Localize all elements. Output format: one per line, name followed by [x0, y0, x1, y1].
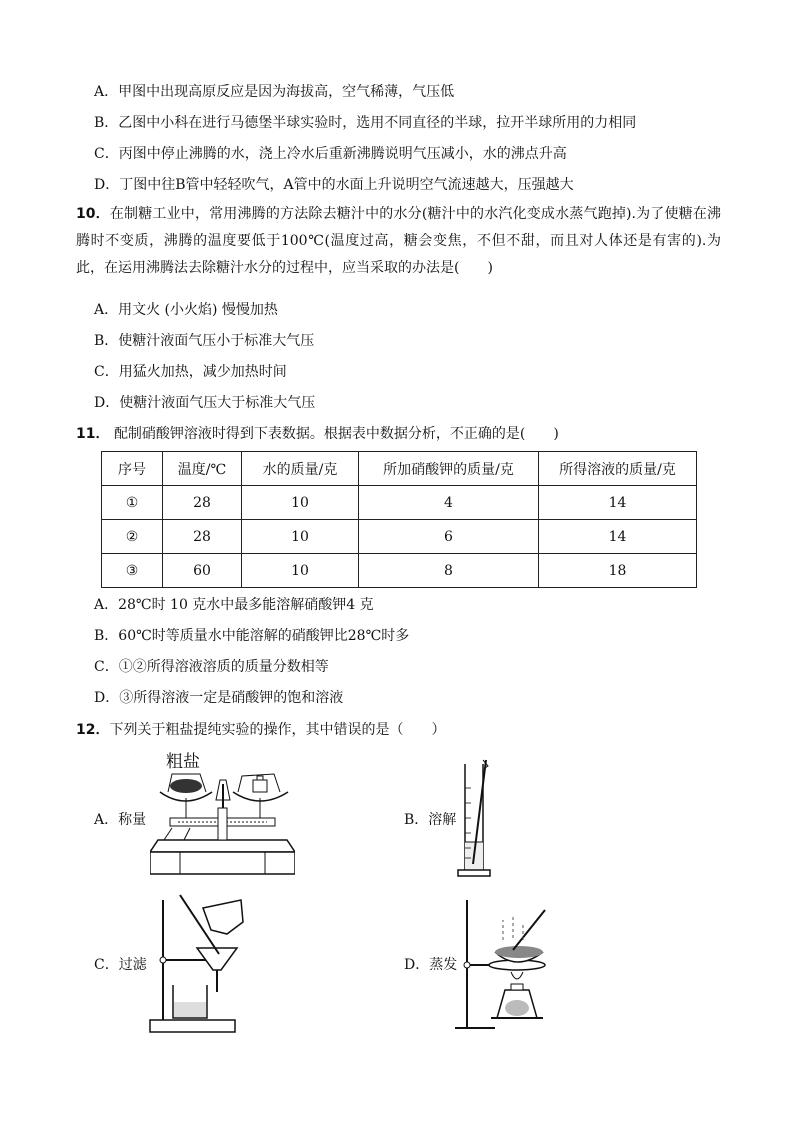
q11-number: 11．: [76, 426, 110, 442]
q10-option-d: D．使糖汁液面气压大于标准大气压: [94, 395, 316, 411]
table-cell: 6: [359, 520, 539, 554]
q9-option-a: A．甲图中出现高原反应是因为海拔高，空气稀薄，气压低: [94, 84, 455, 100]
table-cell: 4: [359, 486, 539, 520]
q10-stem-text: 在制糖工业中，常用沸腾的方法除去糖汁中的水分(糖汁中的水汽化变成水蒸气跑掉).为了使糖在沸腾时不变质，沸腾的温度要低于100℃(温度过高，糖会变焦，不但不甜，而且对人体还是有害的).为此，在运用沸腾法去除糖汁水分的过程中，应当采取的办法是( ): [76, 206, 722, 276]
table-cell: 18: [539, 554, 697, 588]
q10-option-c: C．用猛火加热，减少加热时间: [94, 364, 287, 380]
table-cell: 10: [242, 486, 359, 520]
q12-stem: [76, 720, 445, 740]
table-row: [102, 520, 697, 554]
table-row: [102, 486, 697, 520]
q10-number: 10．: [76, 206, 110, 222]
balance-illustration: [150, 770, 295, 880]
table-cell: 60: [163, 554, 242, 588]
table-cell: 28: [163, 520, 242, 554]
q11-option-a: A．28℃时 10 克水中最多能溶解硝酸钾4 克: [94, 597, 374, 613]
q11-data-table: [101, 451, 697, 588]
q12-stem-text: 下列关于粗盐提纯实验的操作，其中错误的是（ ）: [109, 722, 446, 738]
table-cell: 28: [163, 486, 242, 520]
table-header: 水的质量/克: [242, 452, 359, 486]
table-cell: ①: [102, 486, 163, 520]
evaporation-illustration: [455, 890, 560, 1035]
q10-stem: [76, 201, 721, 282]
table-header: 所加硝酸钾的质量/克: [359, 452, 539, 486]
q9-option-c: C．丙图中停止沸腾的水，浇上冷水后重新沸腾说明气压减小，水的沸点升高: [94, 146, 567, 162]
table-cell: ③: [102, 554, 163, 588]
fig-d-label: D．蒸发: [404, 957, 458, 973]
q11-option-d: D．③所得溶液一定是硝酸钾的饱和溶液: [94, 690, 344, 706]
table-cell: 14: [539, 520, 697, 554]
fig-a-label: A．称量: [94, 812, 147, 828]
q10-option-a: A．用文火 (小火焰) 慢慢加热: [94, 302, 278, 318]
graduated-cylinder-illustration: [455, 758, 500, 883]
table-cell: 14: [539, 486, 697, 520]
q11-option-c: C．①②所得溶液溶质的质量分数相等: [94, 659, 329, 675]
q11-option-b: B．60℃时等质量水中能溶解的硝酸钾比28℃时多: [94, 628, 410, 644]
table-header: 序号: [102, 452, 163, 486]
filtration-illustration: [145, 890, 245, 1035]
table-header: 所得溶液的质量/克: [539, 452, 697, 486]
table-cell: 8: [359, 554, 539, 588]
q11-stem: [76, 424, 559, 444]
fig-b-label: B．溶解: [404, 812, 457, 828]
q11-stem-text: 配制硝酸钾溶液时得到下表数据。根据表中数据分析，不正确的是( ): [113, 426, 559, 442]
table-cell: 10: [242, 554, 359, 588]
table-cell: ②: [102, 520, 163, 554]
table-row: [102, 554, 697, 588]
table-cell: 10: [242, 520, 359, 554]
table-header: 温度/℃: [163, 452, 242, 486]
q12-number: 12．: [76, 722, 110, 738]
q10-option-b: B．使糖汁液面气压小于标准大气压: [94, 333, 315, 349]
q9-option-b: B．乙图中小科在进行马德堡半球实验时，选用不同直径的半球，拉开半球所用的力相同: [94, 115, 637, 131]
fig-c-label: C．过滤: [94, 957, 147, 973]
fig-a-salt-label: 粗盐: [166, 752, 200, 772]
table-header-row: [102, 452, 697, 486]
q9-option-d: D．丁图中往B管中轻轻吹气，A管中的水面上升说明空气流速越大，压强越大: [94, 177, 574, 193]
